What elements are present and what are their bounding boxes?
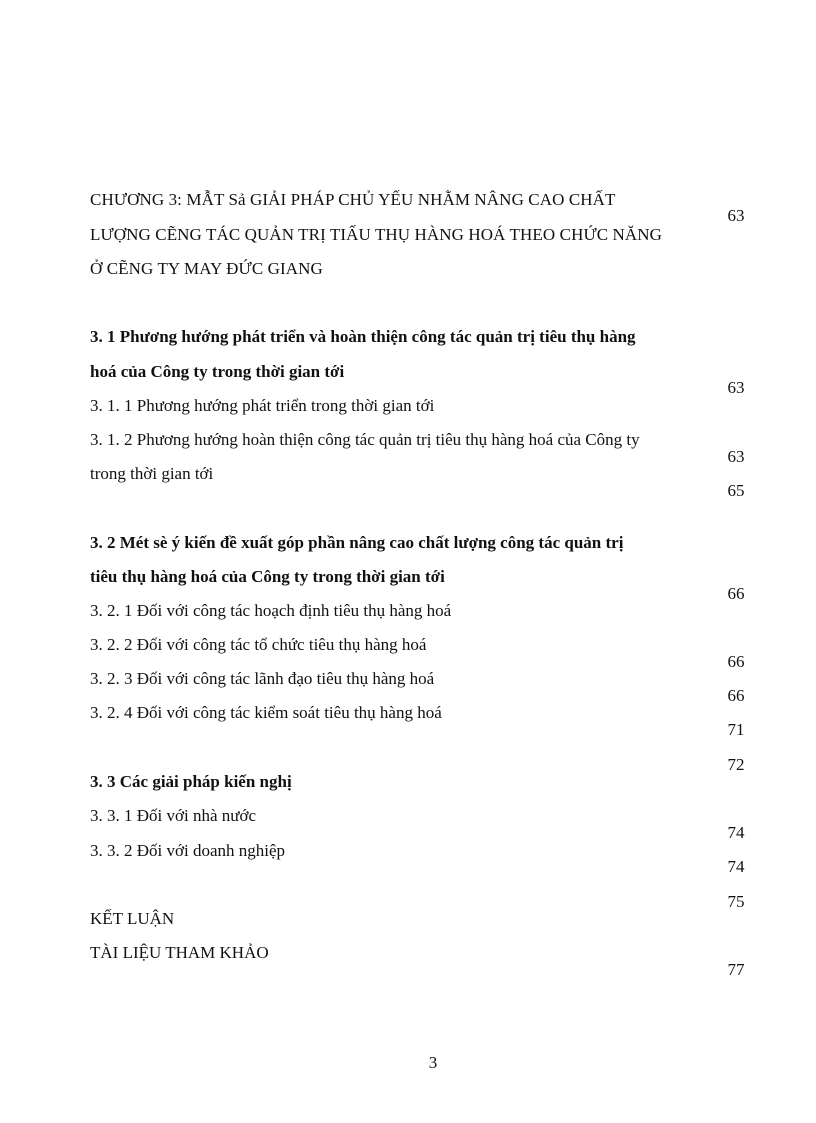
page-number: 75: [727, 892, 745, 911]
page-number: 63: [727, 447, 745, 466]
page-number: 77: [727, 960, 745, 979]
page-number: 63: [727, 206, 745, 225]
page-number: 72: [727, 755, 745, 774]
footer-page-number: 3: [428, 1053, 438, 1072]
toc-item-conclusion: KẾT LUẬN: [90, 909, 175, 928]
toc-item-3-2-3: 3. 2. 3 Đối với công tác lãnh đạo tiêu thụ hàng hoá: [90, 669, 435, 688]
page-number: 71: [727, 720, 745, 739]
section-3-2-title-line-2: tiêu thụ hàng hoá của Công ty trong thời gian tới: [90, 567, 445, 586]
chapter-title-line-3: Ở CẼNG TY MAY ĐỨC GIANG: [90, 259, 323, 278]
chapter-title-line-2: LƯỢNG CẼNG TÁC QUẢN TRỊ TIẤU THỤ HÀNG HOÁ THEO CHỨC NĂNG: [90, 225, 663, 244]
toc-item-3-2-2: 3. 2. 2 Đối với công tác tổ chức tiêu thụ hàng hoá: [90, 635, 427, 654]
toc-item-3-1-2-line-1: 3. 1. 2 Phương hướng hoàn thiện công tác quản trị tiêu thụ hàng hoá của Công ty: [90, 430, 640, 449]
page-number: 66: [727, 584, 745, 603]
page-number: 74: [727, 857, 745, 876]
page-number: 66: [727, 686, 745, 705]
toc-item-3-1-1: 3. 1. 1 Phương hướng phát triển trong thời gian tới: [90, 396, 435, 415]
page-number: 66: [727, 652, 745, 671]
chapter-title-line-1: CHƯƠNG 3: MẪT Sả GIẢI PHÁP CHỦ YẾU NHẰM NÂNG CAO CHẤT: [90, 190, 616, 209]
page-number: 65: [727, 481, 745, 500]
toc-item-3-2-1: 3. 2. 1 Đối với công tác hoạch định tiêu thụ hàng hoá: [90, 601, 452, 620]
section-3-1-title-line-1: 3. 1 Phương hướng phát triển và hoàn thiện công tác quản trị tiêu thụ hàng: [90, 327, 636, 346]
section-3-1-title-line-2: hoá của Công ty trong thời gian tới: [90, 362, 345, 381]
toc-item-3-1-2-line-2: trong thời gian tới: [90, 464, 214, 483]
section-3-2-title-line-1: 3. 2 Mét sè ý kiến đề xuất góp phần nâng cao chất lượng công tác quản trị: [90, 533, 624, 552]
toc-item-3-3-2: 3. 3. 2 Đối với doanh nghiệp: [90, 841, 286, 860]
page-number: 74: [727, 823, 745, 842]
toc-item-3-2-4: 3. 2. 4 Đối với công tác kiểm soát tiêu thụ hàng hoá: [90, 703, 442, 722]
toc-item-3-3-1: 3. 3. 1 Đối với nhà nước: [90, 806, 257, 825]
toc-item-references: TÀI LIỆU THAM KHẢO: [90, 943, 269, 962]
page-number: 63: [727, 378, 745, 397]
section-3-3-title: 3. 3 Các giải pháp kiến nghị: [90, 772, 292, 791]
